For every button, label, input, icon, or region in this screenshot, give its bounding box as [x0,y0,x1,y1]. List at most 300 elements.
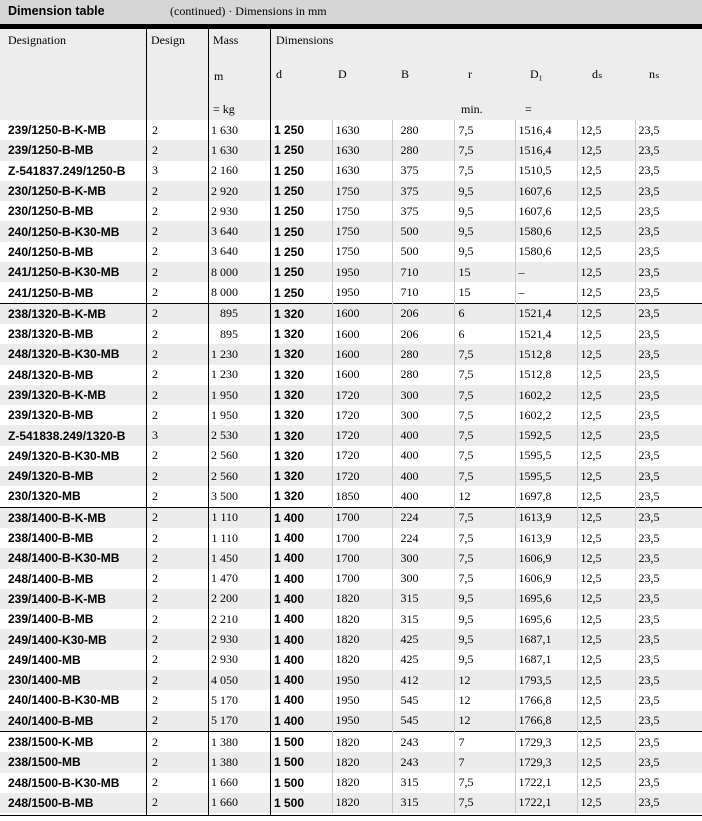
cell-B: 375 [392,181,454,201]
table-row [0,711,702,732]
cell-D: 1750 [332,181,392,201]
cell-designation: 249/1400-K30-MB [0,629,146,649]
table-row [0,344,702,364]
cell-Di: 1595,5 [515,446,577,466]
cell-B: 315 [392,793,454,813]
table-row [0,161,702,181]
cell-mass: 895 [220,326,238,341]
cell-B: 300 [392,385,454,405]
cell-D: 1720 [332,405,392,425]
cell-design: 2 [146,140,208,160]
cell-designation: 239/1320-B-MB [8,408,94,423]
cell-r: 12 [454,670,515,690]
cell-B: 400 [392,486,454,507]
cell-r: 9,5 [454,181,515,201]
table-row [0,282,702,303]
cell-mass: 895 [208,303,270,324]
cell-ns: 23,5 [635,486,702,507]
cell-mass: 8 000 [211,285,238,300]
cell-r: 9,5 [454,201,515,221]
header-Di: D₁ [530,67,543,81]
table-row [0,365,702,385]
table-row [0,690,702,710]
cell-Di: 1512,8 [515,344,577,364]
cell-designation: 248/1320-B-K30-MB [0,344,146,364]
cell-mass: 2 930 [208,629,270,649]
cell-ds: 12,5 [577,303,635,324]
cell-D: 1630 [332,140,392,160]
cell-ns: 23,5 [635,446,702,466]
cell-ns: 23,5 [635,731,702,752]
table-row [0,731,702,752]
cell-designation: 248/1400-B-K30-MB [0,548,146,568]
cell-r: 9,5 [454,242,515,262]
cell-mass: 2 530 [208,425,270,445]
cell-designation: 239/1250-B-K-MB [8,123,107,138]
cell-B: 400 [392,446,454,466]
cell-designation: 248/1320-B-MB [8,367,94,382]
cell-D: 1820 [332,589,392,609]
cell-design: 2 [152,530,158,545]
cell-ds: 12,5 [577,221,635,241]
cell-Di: 1687,1 [515,650,577,670]
cell-design: 2 [146,262,208,282]
cell-mass: 5 170 [208,711,270,732]
cell-mass: 2 200 [208,589,270,609]
cell-B: 206 [392,303,454,324]
table-row [0,446,702,466]
cell-design: 3 [146,425,208,445]
cell-designation: 240/1250-B-K30-MB [0,221,146,241]
header-mass-unit: = kg [213,102,235,116]
cell-B: 500 [392,221,454,241]
header-Di-note: = [525,102,532,116]
cell-ns: 23,5 [635,528,702,548]
cell-B: 300 [392,548,454,568]
cell-B: 224 [392,528,454,548]
header-D: D [338,67,347,81]
cell-r: 9,5 [454,221,515,241]
cell-d: 1 500 [270,793,332,813]
cell-mass: 5 170 [211,692,238,707]
cell-design: 2 [146,548,208,568]
cell-Di: 1602,2 [515,385,577,405]
cell-Di: 1613,9 [515,528,577,548]
cell-ds: 12,5 [577,120,635,140]
cell-d: 1 400 [270,629,332,649]
cell-designation: 240/1250-B-MB [8,244,94,259]
table-row [0,140,702,160]
cell-d: 1 400 [274,571,305,586]
table-row [0,589,702,609]
cell-r: 7,5 [454,140,515,160]
cell-r: 7,5 [454,344,515,364]
cell-B: 400 [392,425,454,445]
cell-ns: 23,5 [635,385,702,405]
cell-ds: 12,5 [577,405,635,425]
cell-design: 2 [152,244,158,259]
cell-D: 1820 [332,773,392,793]
cell-D: 1600 [332,303,392,324]
cell-ns: 23,5 [635,181,702,201]
cell-B: 280 [392,120,454,140]
cell-designation: 238/1500-K-MB [0,731,146,752]
cell-design: 2 [152,203,158,218]
cell-ns: 23,5 [635,507,702,528]
cell-r: 7,5 [454,446,515,466]
cell-Di: 1613,9 [515,507,577,528]
cell-ds: 12,5 [577,711,635,732]
cell-design: 2 [152,285,158,300]
cell-design: 2 [146,731,208,752]
cell-D: 1700 [332,548,392,568]
cell-d: 1 250 [274,163,305,178]
cell-design: 2 [146,589,208,609]
cell-B: 280 [392,365,454,385]
cell-d: 1 320 [274,448,305,463]
cell-ds: 12,5 [577,425,635,445]
cell-mass: 1 630 [208,140,270,160]
cell-D: 1630 [332,120,392,140]
cell-r: 12 [454,486,515,507]
cell-r: 7,5 [454,425,515,445]
cell-B: 710 [392,282,454,303]
cell-d: 1 250 [274,244,305,259]
table-row [0,507,702,528]
table-row [0,120,702,140]
cell-r: 15 [454,282,515,303]
cell-D: 1820 [332,793,392,813]
cell-D: 1600 [332,365,392,385]
cell-d: 1 400 [270,670,332,690]
header-B: B [401,67,410,81]
cell-mass: 2 920 [208,181,270,201]
cell-d: 1 500 [270,752,332,772]
cell-designation: 230/1320-MB [8,489,81,504]
cell-ns: 23,5 [635,324,702,344]
cell-Di: 1729,3 [515,731,577,752]
cell-designation: 239/1250-B-MB [0,140,146,160]
cell-design: 2 [152,611,158,626]
cell-design: 2 [146,629,208,649]
table-row [0,466,702,486]
table-row [0,385,702,405]
cell-d: 1 250 [270,221,332,241]
cell-designation: 249/1320-B-MB [0,466,146,486]
header-d: d [276,67,282,81]
cell-ds: 12,5 [577,201,635,221]
cell-designation: 248/1500-B-MB [0,793,146,813]
cell-d: 1 400 [274,531,305,546]
cell-r: 9,5 [454,629,515,649]
cell-d: 1 320 [270,466,332,486]
cell-d: 1 500 [270,731,332,752]
cell-Di: 1766,8 [515,711,577,732]
cell-Di: 1793,5 [515,670,577,690]
cell-ns: 23,5 [635,405,702,425]
cell-mass: 1 380 [208,731,270,752]
cell-Di: 1687,1 [515,629,577,649]
cell-d: 1 400 [270,711,332,732]
cell-designation: 238/1400-B-K-MB [0,507,146,528]
cell-ns: 23,5 [635,221,702,241]
cell-ds: 12,5 [577,242,635,262]
cell-design: 2 [152,448,158,463]
cell-ds: 12,5 [577,690,635,710]
table-row [0,221,702,241]
cell-r: 7,5 [454,793,515,813]
table-title-bar [0,0,702,24]
cell-B: 224 [392,507,454,528]
cell-designation: 249/1400-MB [8,652,81,667]
cell-Di: 1695,6 [515,589,577,609]
cell-ds: 12,5 [577,385,635,405]
cell-D: 1600 [332,344,392,364]
header-mass-symbol: m [214,69,224,83]
cell-d: 1 320 [270,303,332,324]
cell-ns: 23,5 [635,344,702,364]
cell-d: 1 320 [270,344,332,364]
cell-ds: 12,5 [577,262,635,282]
cell-D: 1700 [332,569,392,589]
cell-Di: – [515,262,577,282]
header-ns: nₛ [649,67,660,81]
table-row [0,262,702,282]
cell-Di: 1607,6 [515,181,577,201]
cell-d: 1 320 [270,425,332,445]
cell-mass: 1 110 [211,530,238,545]
cell-mass: 1 660 [211,775,238,790]
cell-ds: 12,5 [577,670,635,690]
cell-d: 1 250 [274,285,305,300]
cell-design: 2 [152,652,158,667]
table-subtitle: (continued) · Dimensions in mm [170,4,327,18]
cell-ns: 23,5 [635,548,702,568]
cell-B: 315 [392,589,454,609]
cell-designation: 241/1250-B-K30-MB [0,262,146,282]
cell-ds: 12,5 [577,344,635,364]
cell-design: 2 [146,670,208,690]
cell-designation: 240/1400-B-MB [0,711,146,732]
cell-d: 1 400 [274,652,305,667]
cell-ds: 12,5 [577,466,635,486]
cell-B: 425 [392,650,454,670]
cell-B: 412 [392,670,454,690]
cell-Di: 1722,1 [515,793,577,813]
cell-mass: 1 630 [211,122,238,137]
cell-designation: 249/1320-B-K30-MB [8,448,120,463]
cell-mass: 1 660 [208,793,270,813]
cell-B: 375 [392,161,454,181]
cell-D: 1950 [332,690,392,710]
cell-r: 12 [454,690,515,710]
table-row [0,181,702,201]
cell-mass: 1 380 [208,752,270,772]
cell-ns: 23,5 [635,242,702,262]
cell-B: 400 [392,466,454,486]
table-row [0,569,702,589]
cell-Di: 1607,6 [515,201,577,221]
cell-design: 2 [146,793,208,813]
cell-ns: 23,5 [635,303,702,324]
column-divider [146,29,147,815]
cell-design: 2 [146,344,208,364]
cell-B: 300 [392,405,454,425]
cell-design: 3 [152,163,158,178]
cell-D: 1820 [332,752,392,772]
cell-d: 1 500 [274,775,305,790]
cell-ns: 23,5 [635,711,702,732]
cell-r: 7,5 [454,528,515,548]
cell-B: 243 [392,731,454,752]
cell-mass: 8 000 [208,262,270,282]
cell-design: 2 [146,752,208,772]
cell-designation: 238/1320-B-MB [8,327,94,342]
cell-r: 9,5 [454,650,515,670]
cell-D: 1630 [332,161,392,181]
cell-ns: 23,5 [635,120,702,140]
table-row [0,609,702,629]
cell-D: 1750 [332,242,392,262]
cell-D: 1820 [332,731,392,752]
cell-ns: 23,5 [635,569,702,589]
cell-ds: 12,5 [577,793,635,813]
cell-D: 1820 [332,629,392,649]
cell-mass: 2 160 [211,163,238,178]
cell-Di: 1510,5 [515,161,577,181]
cell-Di: 1516,4 [515,140,577,160]
cell-design: 2 [146,303,208,324]
cell-ns: 23,5 [635,425,702,445]
header-dimensions: Dimensions [276,33,334,47]
table-row [0,425,702,445]
cell-d: 1 400 [270,548,332,568]
cell-r: 7,5 [454,120,515,140]
cell-design: 2 [152,326,158,341]
cell-d: 1 320 [274,408,305,423]
cell-D: 1950 [332,262,392,282]
cell-design: 2 [152,488,158,503]
cell-B: 206 [392,324,454,344]
cell-designation: 230/1250-B-K-MB [0,181,146,201]
header-mass: Mass [213,33,239,47]
cell-ds: 12,5 [577,140,635,160]
cell-d: 1 250 [270,140,332,160]
cell-ds: 12,5 [577,507,635,528]
cell-ns: 23,5 [635,670,702,690]
cell-ns: 23,5 [635,690,702,710]
dimension-table [0,120,702,813]
cell-ds: 12,5 [577,486,635,507]
cell-ds: 12,5 [577,609,635,629]
cell-ns: 23,5 [635,629,702,649]
cell-d: 1 400 [274,693,305,708]
header-ds: dₛ [592,67,603,81]
cell-mass: 2 210 [211,611,238,626]
table-row [0,793,702,813]
cell-Di: 1512,8 [515,365,577,385]
cell-designation: 238/1500-MB [0,752,146,772]
cell-designation: 238/1400-B-MB [8,531,94,546]
cell-Di: 1695,6 [515,609,577,629]
column-divider [208,29,209,815]
cell-mass: 1 950 [211,407,238,422]
table-row [0,548,702,568]
cell-d: 1 250 [270,262,332,282]
cell-Di: 1722,1 [515,773,577,793]
cell-Di: 1729,3 [515,752,577,772]
cell-D: 1700 [332,528,392,548]
cell-designation: Z-541837.249/1250-B [8,163,126,178]
cell-ds: 12,5 [577,528,635,548]
bottom-rule [0,815,702,816]
cell-Di: 1606,9 [515,569,577,589]
header-design: Design [151,33,185,47]
table-row [0,201,702,221]
cell-ds: 12,5 [577,181,635,201]
cell-Di: 1516,4 [515,120,577,140]
cell-mass: 2 930 [211,203,238,218]
cell-Di: 1592,5 [515,425,577,445]
cell-designation: 241/1250-B-MB [8,285,94,300]
cell-B: 375 [392,201,454,221]
header-r: r [468,67,472,81]
cell-ns: 23,5 [635,201,702,221]
cell-ns: 23,5 [635,752,702,772]
cell-r: 6 [454,324,515,344]
cell-B: 545 [392,711,454,732]
cell-ns: 23,5 [635,161,702,181]
cell-mass: 3 500 [211,488,238,503]
cell-r: 7,5 [454,466,515,486]
cell-D: 1750 [332,201,392,221]
cell-mass: 4 050 [208,670,270,690]
cell-mass: 1 470 [211,571,238,586]
cell-B: 425 [392,629,454,649]
cell-ds: 12,5 [577,773,635,793]
cell-mass: 1 110 [208,507,270,528]
cell-Di: 1521,4 [515,324,577,344]
cell-D: 1950 [332,282,392,303]
table-header [0,29,702,120]
cell-B: 500 [392,242,454,262]
cell-D: 1720 [332,425,392,445]
cell-design: 2 [152,122,158,137]
table-row [0,650,702,670]
cell-B: 280 [392,344,454,364]
cell-B: 315 [392,609,454,629]
cell-designation: 230/1400-MB [0,670,146,690]
cell-r: 7,5 [454,365,515,385]
cell-mass: 2 930 [211,652,238,667]
cell-mass: 3 640 [208,221,270,241]
cell-Di: 1606,9 [515,548,577,568]
cell-r: 7,5 [454,773,515,793]
cell-mass: 3 640 [211,244,238,259]
cell-r: 7 [454,752,515,772]
cell-d: 1 320 [274,367,305,382]
cell-Di: 1697,8 [515,486,577,507]
cell-D: 1820 [332,650,392,670]
table-row [0,752,702,772]
cell-ds: 12,5 [577,446,635,466]
cell-r: 7,5 [454,161,515,181]
cell-r: 7,5 [454,385,515,405]
cell-r: 9,5 [454,609,515,629]
cell-d: 1 250 [274,123,305,138]
table-row [0,324,702,344]
cell-Di: 1521,4 [515,303,577,324]
